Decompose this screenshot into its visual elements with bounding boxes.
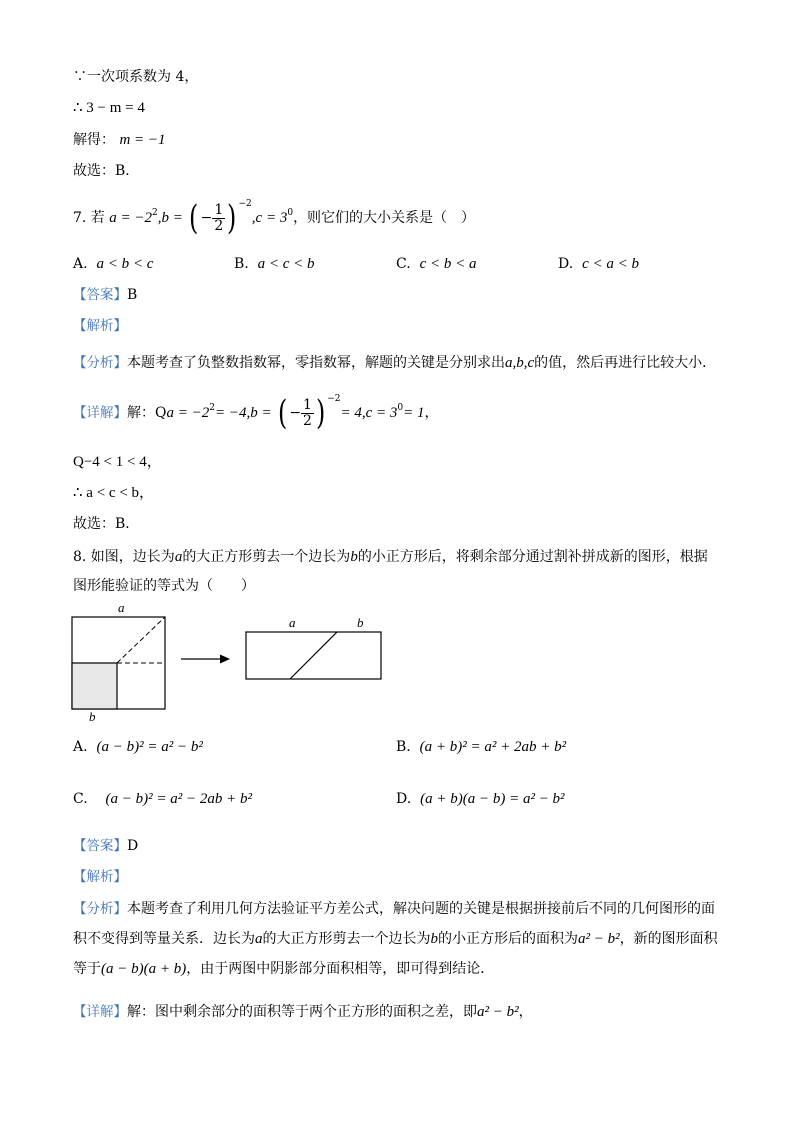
q7-line2: Q−4 < 1 < 4， (73, 454, 162, 470)
q8-option-c: C. (a − b)² = a² − 2ab + b² (73, 791, 252, 807)
solve-line (73, 130, 166, 150)
q8-fenxi: 【分析】本题考查了利用几何方法验证平方差公式，解决问题的关键是根据拼接前后不同的几何图形的面 积不变得到等量关系．边长为a的大正方形剪去一个边长为b的小正方形后的面积为a² − b²，新的图形面积 等于(a − b)(a + b)，由于两图中阴影部分面积相等，即可得到结论． (73, 901, 718, 977)
q8-stem-2: 图形能验证的等式为（ ） (73, 578, 255, 594)
q7-option-c: C. c < b < a (396, 256, 477, 272)
fig-label-a2: a (289, 615, 296, 630)
q7-choose: 故选：B． (73, 516, 140, 532)
q8-jiexi: 【解析】 (73, 869, 127, 885)
fig-label-a: a (118, 600, 125, 615)
q7-xiangjie: 【详解】解：$Qa = -2^2= -4,b$ = ( − $\frac{1}{2}$ ) $^{-2}= 4,c = 3^0= 1$， (73, 393, 439, 433)
q7-prefix: 7. 若 (73, 210, 105, 226)
q7-fenxi: 【分析】本题考查了负整数指数幂，零指数幂，解题的关键是分别求出a,b,c的值，然后再进行比较大小． (73, 355, 717, 371)
fig-label-b: b (89, 709, 96, 724)
q8-figure (60, 596, 400, 726)
q7-suffix: ，则它们的大小关系是（ ） (293, 210, 476, 226)
q7-option-a: A. a < b < c (73, 256, 154, 272)
choose-line: 故选：B． (73, 163, 140, 179)
q7-b-def: ,b = (157, 210, 183, 226)
q7-c-exp: 0 (287, 208, 294, 218)
small-square (72, 663, 117, 709)
q7-fraction: $\frac{1}{2}$ (214, 201, 224, 234)
q7-neg: − (200, 210, 213, 226)
since-line: ∵一次项系数为 4， (73, 69, 199, 85)
q7-a-exp: 2 (152, 208, 158, 218)
q8-stem-1: 8. 如图，边长为a的大正方形剪去一个边长为b的小正方形后，将剩余部分通过割补拼成新的图形，根据 (73, 549, 708, 565)
q8-option-b: B. (a + b)² = a² + 2ab + b² (396, 739, 567, 755)
q8-option-d: D. (a + b)(a − b) = a² − b² (396, 791, 565, 807)
cut-diagonal (117, 617, 165, 663)
q7-option-d: D. c < a < b (558, 256, 639, 272)
q8-answer: 【答案】D (73, 838, 139, 854)
q7-answer: 【答案】B (73, 287, 138, 303)
q7-line3: ∴ a < c < b， (73, 485, 155, 501)
q8-option-a: A. (a − b)² = a² − b² (73, 739, 203, 755)
rectangle-cut (290, 632, 337, 679)
solve-expr: m = −1 (119, 132, 166, 148)
solve-label: 解得： (73, 132, 115, 148)
q7-option-b: B. a < c < b (234, 256, 315, 272)
q7-c-def: ,c = 3 (251, 210, 288, 226)
q7-jiexi: 【解析】 (73, 318, 127, 334)
q7-b-exp: −2 (238, 199, 252, 209)
q7-stem: 7. 若 $a = -2^2,b$ = ( − $\frac{1}{2}$ ) $^{-2},c = 3^0$，则它们的大小关系是（ ） (73, 198, 476, 238)
arrow-head (220, 655, 230, 664)
fig-label-b2: b (357, 615, 364, 630)
q7-a-def: a = −2 (109, 210, 153, 226)
q8-xiangjie: 【详解】解：图中剩余部分的面积等于两个正方形的面积之差，即a² − b²， (73, 1004, 533, 1020)
therefore-line: ∴ 3 − m = 4 (73, 100, 145, 116)
